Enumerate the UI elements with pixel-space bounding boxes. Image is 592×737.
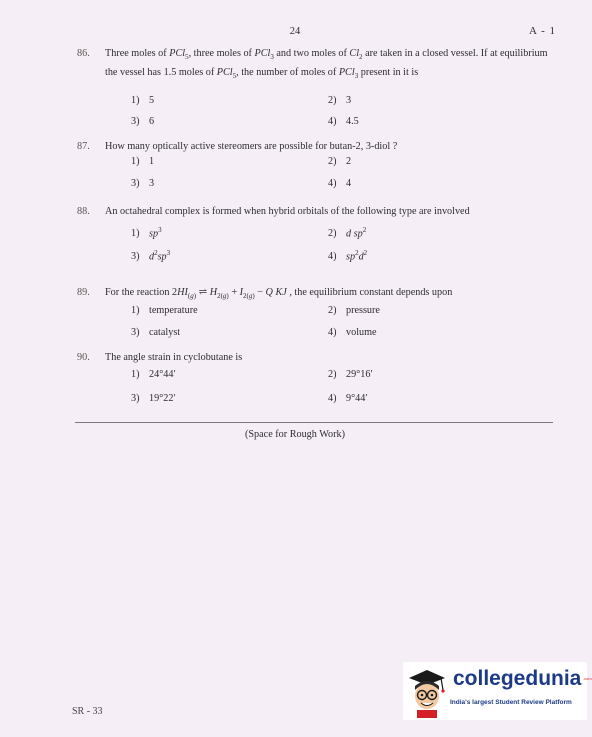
option: 4) 9°44′ [328, 393, 368, 404]
brand-domain: .com [583, 676, 592, 681]
option: 3) 6 [131, 116, 155, 127]
option: 1) 5 [131, 95, 155, 106]
option: 4) 4 [328, 178, 352, 189]
question-87 [77, 139, 557, 154]
rough-work-divider [75, 422, 553, 423]
question-number: 86. [77, 48, 90, 59]
option: 3) 3 [131, 178, 155, 189]
question-number: 87. [77, 141, 90, 152]
collegedunia-watermark [403, 662, 592, 720]
option: 4) volume [328, 327, 377, 338]
option: 4) 4.5 [328, 116, 359, 127]
option: 2) pressure [328, 305, 380, 316]
option: 4) $sp^2d^2$ [328, 249, 368, 263]
question-89 [77, 285, 557, 304]
set-code: A - 1 [529, 25, 556, 37]
brand-tagline: India's largest Student Review Platform [450, 699, 572, 706]
option: 2) d $sp^2$ [328, 226, 367, 240]
question-text: For the reaction $2HI_{(g)}$ ⇌ $H_{2(g)} + I_{2(g)} - Q$ KJ , the equilibrium constant depends upon [105, 287, 453, 301]
footer-code: SR - 33 [72, 706, 103, 717]
option: 1) 24°44′ [131, 369, 176, 380]
option: 3) $d^2sp^3$ [131, 249, 171, 263]
option: 3) 19°22′ [131, 393, 176, 404]
option: 1) 1 [131, 156, 155, 167]
question-88 [77, 204, 557, 219]
question-text: How many optically active stereomers are possible for butan-2, 3-diol ? [105, 141, 398, 152]
question-number: 88. [77, 206, 90, 217]
option: 2) 29°16′ [328, 369, 373, 380]
option: 1) $sp^3$ [131, 226, 162, 240]
question-text: Three moles of PCl$_5$, three moles of PCl$_3$ and two moles of $Cl_2$ are taken in a closed vessel. If at equilibrium the vessel has 1.5 moles of PCl$_5$, the number of moles of PCl$_3$ present in it is [105, 48, 548, 81]
option: 2) 3 [328, 95, 352, 106]
question-number: 90. [77, 352, 90, 363]
option: 1) temperature [131, 305, 198, 316]
option: 2) 2 [328, 156, 352, 167]
question-90 [77, 350, 557, 365]
question-number: 89. [77, 287, 90, 298]
question-text: The angle strain in cyclobutane is [105, 352, 243, 363]
rough-work-label: (Space for Rough Work) [245, 429, 345, 440]
question-text: An octahedral complex is formed when hybrid orbitals of the following type are involved [105, 206, 470, 217]
page-number: 24 [289, 26, 301, 37]
question-86 [77, 46, 557, 84]
mascot-icon [405, 666, 449, 718]
brand-name: collegedunia [453, 667, 582, 690]
option: 3) catalyst [131, 327, 181, 338]
